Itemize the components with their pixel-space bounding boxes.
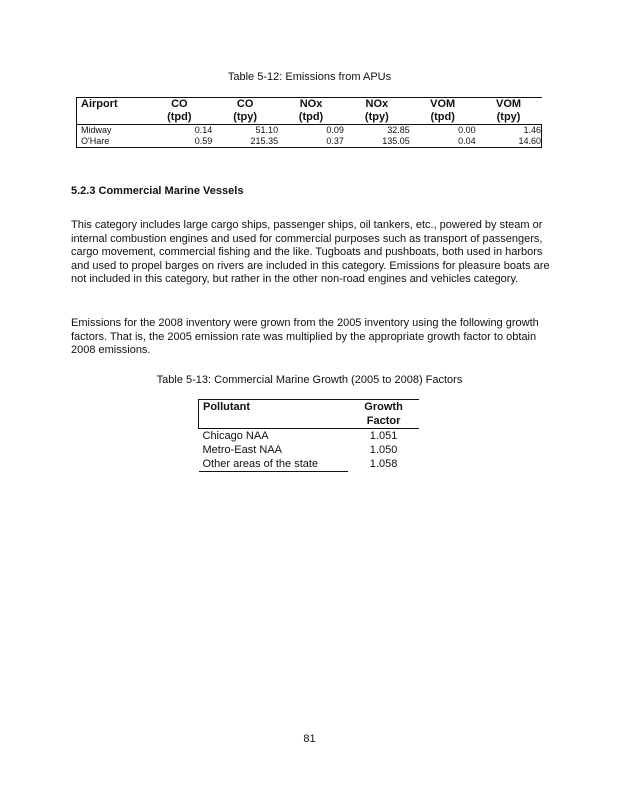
value-cell: 1.46 (476, 125, 542, 137)
value-cell: 0.04 (410, 136, 476, 148)
table-5-13-caption: Table 5-13: Commercial Marine Growth (2005 to 2008) Factors (156, 374, 463, 386)
value-cell: 0.59 (146, 136, 212, 148)
column-header: NOx (278, 98, 344, 112)
value-cell: 51.10 (255, 125, 279, 135)
column-unit: (tpy) (212, 111, 278, 125)
pollutant-cell: Other areas of the state (199, 457, 349, 472)
column-unit: (tpy) (344, 111, 410, 125)
value-cell: 215.35 (212, 136, 278, 148)
section-heading: 5.2.3 Commercial Marine Vessels (71, 185, 244, 197)
table-units-row (77, 111, 542, 125)
pollutant-cell: Metro-East NAA (202, 444, 282, 456)
value-cell: 0.14 (194, 125, 213, 135)
column-header-factor: Factor (348, 414, 419, 429)
column-unit (77, 111, 147, 125)
column-header: Airport (77, 98, 147, 112)
table-header-row (199, 414, 420, 429)
body-paragraph: Emissions for the 2008 inventory were grown from the 2005 inventory using the following growth factors. That is, the 2005 emission rate was multiplied by the appropriate growth factor to obtain 2008 emissions. (71, 317, 539, 356)
value-cell: 135.05 (344, 136, 410, 148)
column-header: CO (212, 98, 278, 112)
page-number: 81 (303, 733, 316, 745)
column-header-pollutant: Pollutant (199, 400, 349, 415)
table-5-12-caption: Table 5-12: Emissions from APUs (227, 71, 392, 83)
table-header-row (77, 98, 542, 112)
column-header-blank (199, 414, 349, 429)
table-row (199, 457, 420, 472)
column-unit: (tpd) (278, 111, 344, 125)
factor-cell: 1.051 (369, 430, 398, 442)
table-row (199, 443, 420, 457)
value-cell: 0.00 (458, 125, 476, 135)
value-cell: 0.37 (278, 136, 344, 148)
apu-emissions-table (76, 97, 542, 148)
value-cell: 0.09 (326, 125, 344, 135)
column-header: CO (146, 98, 212, 112)
column-unit: (tpd) (410, 111, 476, 125)
table-header-row (199, 400, 420, 415)
pollutant-cell: Chicago NAA (202, 430, 269, 442)
airport-cell: O'Hare (77, 136, 147, 148)
column-unit: (tpy) (476, 111, 542, 125)
body-paragraph: This category includes large cargo ships, passenger ships, oil tankers, etc., powered by steam or internal combustion engines and used for commercial purposes such as transport of passengers, cargo movement, commercial fishing and the like. Tugboats and pushboats, both used in harbors and used to propel barges on rivers are included in this category. Emissions for pleasure boats are not included in this category, but rather in the other non-road engines and vehicles category. (71, 219, 550, 285)
value-cell: 32.85 (387, 125, 410, 135)
table-row (199, 429, 420, 444)
factor-cell: 1.058 (369, 458, 398, 471)
column-unit: (tpd) (146, 111, 212, 125)
table-row (77, 125, 542, 137)
column-header: VOM (476, 98, 542, 112)
column-header-growth: Growth (348, 400, 419, 415)
growth-factor-table (198, 399, 419, 472)
table-row (77, 136, 542, 148)
column-header: NOx (344, 98, 410, 112)
airport-cell: Midway (77, 125, 147, 137)
factor-cell: 1.050 (369, 444, 398, 456)
column-header: VOM (410, 98, 476, 112)
value-cell: 14.60 (476, 136, 542, 148)
